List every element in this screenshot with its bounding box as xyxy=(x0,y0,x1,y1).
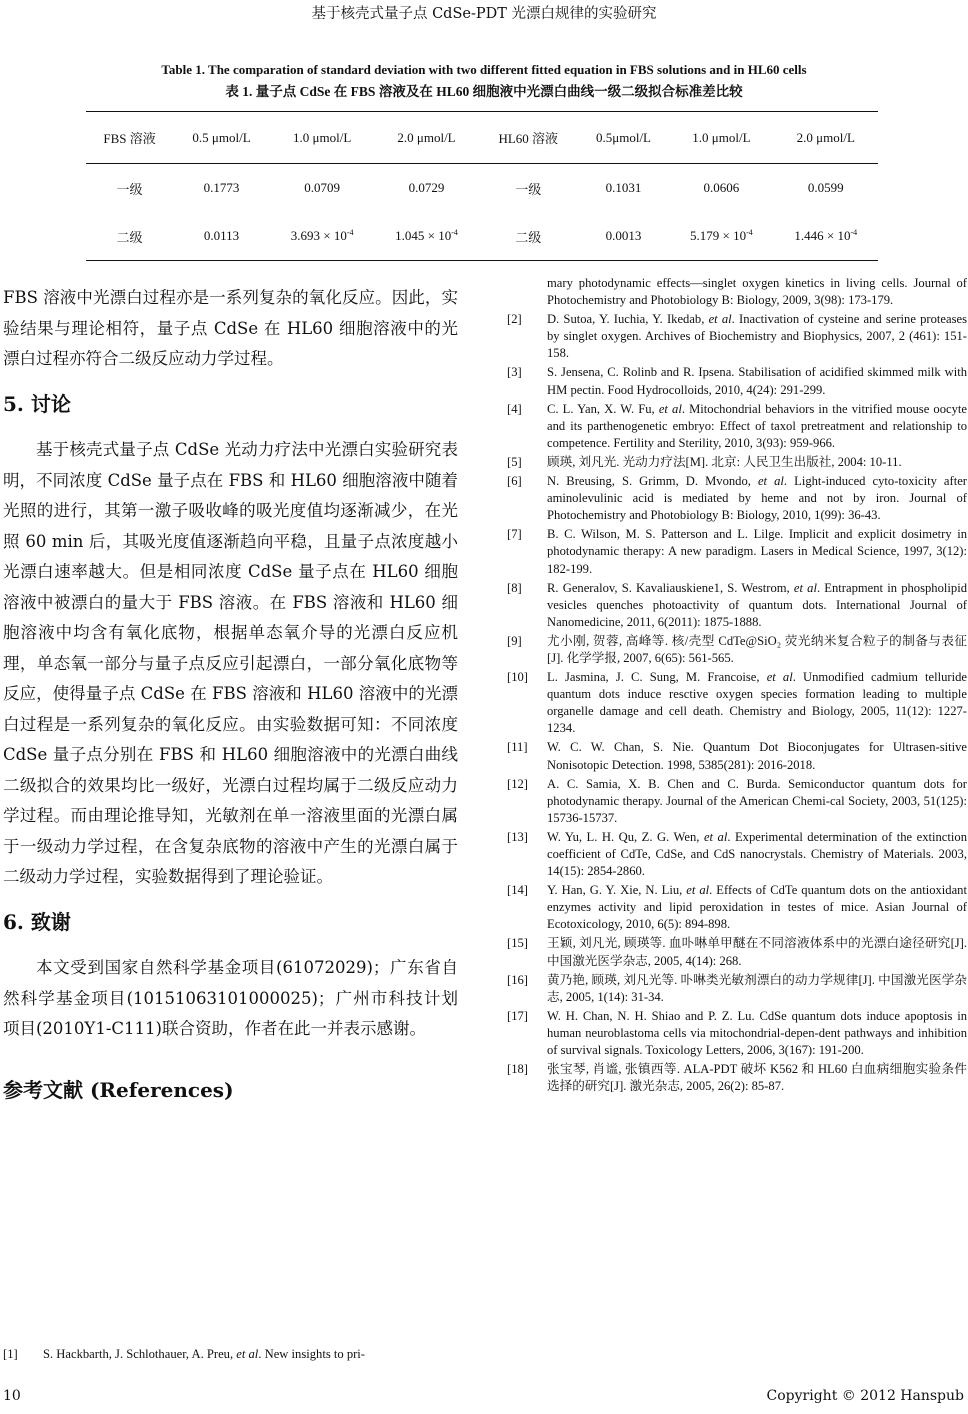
reference-rest: . Effects of CdTe quantum dots on the antioxidant enzymes activity and lipid peroxidation in testes of mice. Asian Journal of Ecotoxicology, 2010, 6(5): 894-898. xyxy=(547,883,967,932)
reference-text xyxy=(547,364,967,398)
reference-number: [9] xyxy=(507,633,522,648)
reference-number-spacer xyxy=(507,275,547,309)
discussion-paragraph: 基于核壳式量子点 CdSe 光动力疗法中光漂白实验研究表明，不同浓度 CdSe 量子点在 FBS 和 HL60 细胞溶液中随着光照的进行，其第一激子吸收峰的吸光度值均逐渐减少，在光照 60 min 后，其吸光度值逐渐趋向平稳，且量子点浓度越小光漂白速率越大。但是相同浓度 CdSe 量子点在 HL60 细胞溶液中被漂白的量大于 FBS 溶液。在 FBS 溶液和 HL60 细胞溶液中均含有氧化底物，根据单态氧介导的光漂白反应机理，单态氧一部分与量子点反应引起漂白，一部分氧化底物等反应，使得量子点 CdSe 在 FBS 溶液和 HL60 溶液中的光漂白过程是一系列复杂的氧化反应。由实验数据可知：不同浓度 CdSe 量子点分别在 FBS 和 HL60 细胞溶液中的光漂白曲线二级拟合的效果均比一级好，光漂白过程均属于二级反应动力学过程。而由理论推导知，光敏剂在单一溶液里面的光漂白属于一级动力学过程，在含复杂底物的溶液中产生的光漂白属于二级动力学过程，实验数据得到了理论验证。 xyxy=(3,440,458,886)
reference-number: [11] xyxy=(507,740,528,755)
reference-item xyxy=(507,1008,967,1059)
reference-text xyxy=(547,776,967,827)
reference-item xyxy=(507,739,967,773)
reference-text xyxy=(547,401,967,452)
running-header: 基于核壳式量子点 CdSe-PDT 光漂白规律的实验研究 xyxy=(311,6,657,22)
table-cell xyxy=(374,212,478,261)
table-row xyxy=(86,212,878,261)
results-table xyxy=(86,111,878,261)
reference-item xyxy=(507,776,967,827)
reference-authors: C. L. Yan, X. W. Fu, xyxy=(547,401,659,416)
reference-rest: . Experimental determination of the extinction coefficient of CdTe, CdSe, and CdS nanocrystals. Chemistry of Materials. 2003, 14(15): 2854-2860. xyxy=(547,829,967,879)
reference-item xyxy=(507,633,967,667)
reference-text xyxy=(547,1008,967,1059)
table-cell xyxy=(669,212,773,261)
reference-list xyxy=(507,311,967,1095)
mantissa: 1.045 × 10 xyxy=(395,228,452,243)
reference-authors: D. Sutoa, Y. Iuchia, Y. Ikedab, xyxy=(547,312,709,327)
reference-item xyxy=(507,364,967,398)
intro-paragraph: FBS 溶液中光漂白过程亦是一系列复杂的氧化反应。因此，实验结果与理论相符，量子点 CdSe 在 HL60 细胞溶液中的光漂白过程亦符合二级反应动力学过程。 xyxy=(3,288,458,368)
reference-item xyxy=(507,526,967,577)
reference-number: [14] xyxy=(507,883,528,898)
reference-text xyxy=(43,1347,365,1362)
reference-item xyxy=(507,580,967,631)
reference-etal: et al xyxy=(757,474,784,489)
reference-text xyxy=(547,526,967,577)
mantissa: 3.693 × 10 xyxy=(290,228,347,243)
reference-item xyxy=(3,1347,458,1362)
table-cell: 0.0606 xyxy=(703,180,740,195)
reference-number: [18] xyxy=(507,1062,528,1077)
reference-rest: . Mitochondrial behaviors in the vitrified mouse oocyte and its parthenogenetic embryo: Effect of taxol pretreatment and relationship to competence. Fertility and Sterility, 2010, 3(93): 959-966. xyxy=(547,401,967,450)
reference-rest: . Entrapment in phospholipid vesicles quenches photoactivity of quantum dots. International Journal of Nanomedicine, 2011, 6(2011): 1875-1888. xyxy=(547,580,967,629)
reference-rest: . Light-induced cyto-toxicity after aminolevulinic acid is mediated by heme and not by iron. Journal of Photochemistry and Photobiology B: Biology, 2010, 1(99): 36-43. xyxy=(547,474,968,523)
reference-authors: S. Jensena, C. Rolinb and R. Ipsena. Stabilisation of acidified skimmed milk with HM pectin. Food Hydrocolloids, 2010, 4(24): 291-299. xyxy=(547,365,967,397)
exponent: -4 xyxy=(746,228,753,237)
reference-number: [3] xyxy=(507,365,522,380)
reference-text xyxy=(547,669,967,737)
reference-item xyxy=(507,935,967,969)
reference-text xyxy=(547,972,967,1006)
reference-text xyxy=(547,454,967,471)
reference-etal: et al xyxy=(708,312,732,327)
reference-authors: W. H. Chan, N. H. Shiao and P. Z. Lu. CdSe quantum dots induce apoptosis in human neuroblastoma cells via mitochondrial-depen-dent pathways and inhibition of survival signals. Toxicology Letters, 2006, 3(167): 191-200. xyxy=(547,1008,967,1058)
reference-text xyxy=(547,580,967,631)
reference-item xyxy=(507,1061,967,1095)
table-cell: 0.0709 xyxy=(304,180,341,195)
reference-item xyxy=(507,669,967,737)
table-header-cell: HL60 溶液 xyxy=(498,131,559,146)
reference-number: [10] xyxy=(507,670,528,685)
acknowledgement-paragraph: 本文受到国家自然科学基金项目(61072029)；广东省自然科学基金项目(10151063101000025)；广州市科技计划项目(2010Y1-C111)联合资助，作者在此一并表示感谢。 xyxy=(3,958,458,1038)
table-header-row xyxy=(86,112,878,164)
table-caption-en: Table 1. The comparation of standard deviation with two different fitted equation in FBS solutions and in HL60 cells xyxy=(161,62,807,77)
table-cell: 二级 xyxy=(515,229,542,245)
reference-item xyxy=(507,275,967,309)
reference-text xyxy=(547,739,967,773)
reference-text: mary photodynamic effects—singlet oxygen kinetics in living cells. Journal of Photochemistry and Photobiology B: Biology, 2009, 3(98): 173-179. xyxy=(547,276,967,308)
right-column xyxy=(507,275,967,1097)
reference-item xyxy=(507,311,967,362)
reference-etal: et al xyxy=(703,829,728,844)
reference-item xyxy=(507,882,967,933)
reference-text xyxy=(547,311,967,362)
reference-etal: et al xyxy=(686,883,710,898)
reference-text xyxy=(547,1061,967,1095)
reference-text xyxy=(547,829,967,880)
table-cell: 二级 xyxy=(116,229,143,245)
exponent: -4 xyxy=(346,228,354,237)
reference-etal: et al xyxy=(236,1347,259,1361)
reference-number: [6] xyxy=(507,474,522,489)
table-header-cell: FBS 溶液 xyxy=(103,131,156,146)
reference-text xyxy=(547,882,967,933)
reference-etal: et al xyxy=(658,401,682,416)
reference-rest: . Unmodified cadmium telluride quantum dots induce resctive oxygen species formation leading to multiple organelle damage and cell death. Chemistry and Biology, 2005, 11(12): 1227-1234. xyxy=(547,670,967,736)
mantissa: 5.179 × 10 xyxy=(690,228,747,243)
section-heading-acknowledgement: 6. 致谢 xyxy=(3,909,71,934)
table-cell: 一级 xyxy=(515,181,542,197)
reference-number: [13] xyxy=(507,829,528,844)
table-cell: 0.0013 xyxy=(605,228,642,243)
reference-authors: 黄乃艳, 顾瑛, 刘凡光等. 卟啉类光敏剂漂白的动力学规律[J]. 中国激光医学杂志, 2005, 1(14): 31-34. xyxy=(547,972,967,1004)
reference-authors: W. Yu, L. H. Qu, Z. G. Wen, xyxy=(547,829,704,844)
reference-authors: A. C. Samia, X. B. Chen and C. Burda. Semiconductor quantum dots for photodynamic therapy. Journal of the American Chemi-cal Society, 2003, 51(125): 15736-15737. xyxy=(547,776,967,825)
mantissa: 1.446 × 10 xyxy=(794,228,851,243)
reference-number: [7] xyxy=(507,527,522,542)
reference-item xyxy=(507,829,967,880)
reference-authors: R. Generalov, S. Kavaliauskiene1, S. Westrom, xyxy=(547,580,794,595)
table-caption-zh: 表 1. 量子点 CdSe 在 FBS 溶液及在 HL60 细胞液中光漂白曲线一级二级拟合标准差比较 xyxy=(225,84,743,99)
table-cell: 0.1031 xyxy=(605,180,642,195)
reference-etal: et al xyxy=(766,670,793,685)
reference-authors: W. C. W. Chan, S. Nie. Quantum Dot Bioconjugates for Ultrasen-sitive Nonisotopic Detection. 1998, 5385(281): 2016-2018. xyxy=(547,740,967,772)
table-cell: 一级 xyxy=(116,181,143,197)
table-cell: 0.0113 xyxy=(203,228,240,243)
table-cell xyxy=(774,212,878,261)
table-header-cell: 2.0 μmol/L xyxy=(796,129,855,145)
table-row xyxy=(86,164,878,213)
table-cell: 0.0729 xyxy=(408,180,445,195)
reference-item xyxy=(507,454,967,471)
reference-number: [17] xyxy=(507,1008,528,1023)
reference-authors: N. Breusing, S. Grimm, D. Mvondo, xyxy=(547,474,758,489)
references-heading: 参考文献 (References) xyxy=(3,1077,234,1102)
table-cell: 0.1773 xyxy=(203,180,240,195)
table-header-cell: 2.0 μmol/L xyxy=(397,129,456,145)
table-header-cell: 0.5 μmol/L xyxy=(192,129,251,145)
reference-number: [8] xyxy=(507,580,522,595)
exponent: -4 xyxy=(451,228,458,237)
reference-authors: 张宝琴, 肖谧, 张镇西等. ALA-PDT 破坏 K562 和 HL60 白血病细胞实验条件选择的研究[J]. 激光杂志, 2005, 26(2): 85-87. xyxy=(547,1062,967,1094)
table-header-cell: 1.0 μmol/L xyxy=(692,129,751,145)
page-number: 10 xyxy=(3,1388,21,1404)
reference-number: [15] xyxy=(507,936,528,951)
reference-item xyxy=(507,473,967,524)
reference-rest: . Inactivation of cysteine and serine proteases by singlet oxygen. Archives of Biochemistry and Biophysics, 2007, 2 (461): 151-158. xyxy=(547,312,967,361)
table-header-cell: 0.5μmol/L xyxy=(596,129,651,145)
reference-text xyxy=(547,935,967,969)
reference-authors: 王颖, 刘凡光, 顾瑛等. 血卟啉单甲醚在不同溶液体系中的光漂白途径研究[J]. 中国激光医学杂志, 2005, 4(14): 268. xyxy=(547,936,967,968)
reference-number: [5] xyxy=(507,454,522,469)
copyright-notice: Copyright © 2012 Hanspub xyxy=(766,1388,964,1404)
reference-number: [16] xyxy=(507,972,528,987)
reference-number: [2] xyxy=(507,312,522,327)
reference-text xyxy=(547,473,967,524)
table-cell: 0.0599 xyxy=(807,180,844,195)
table-header-cell: 1.0 μmol/L xyxy=(293,129,352,145)
reference-authors: 顾瑛, 刘凡光. 光动力疗法[M]. 北京: 人民卫生出版社, 2004: 10-11. xyxy=(547,454,902,469)
reference-authors: L. Jasmina, J. C. Sung, M. Francoise, xyxy=(547,670,767,685)
reference-rest: . New insights to pri- xyxy=(258,1347,366,1361)
reference-item xyxy=(507,401,967,452)
exponent: -4 xyxy=(850,228,858,237)
reference-number: [1] xyxy=(3,1347,18,1361)
table-cell xyxy=(270,212,374,261)
reference-authors: Y. Han, G. Y. Xie, N. Liu, xyxy=(547,883,687,898)
reference-authors: S. Hackbarth, J. Schlothauer, A. Preu, xyxy=(43,1347,237,1361)
reference-number: [12] xyxy=(507,776,528,791)
reference-authors: B. C. Wilson, M. S. Patterson and L. Lilge. Implicit and explicit dosimetry in photodynamic therapy: A new paradigm. Lasers in Medical Science, 1997, 3(12): 182-199. xyxy=(547,527,967,576)
reference-number: [4] xyxy=(507,401,522,416)
reference-etal: et al xyxy=(793,580,817,595)
section-heading-discussion: 5. 讨论 xyxy=(3,391,71,416)
reference-authors: 尤小刚, 贺蓉, 高峰等. 核/壳型 CdTe@SiO₂ 荧光纳米复合粒子的制备与表征[J]. 化学学报, 2007, 6(65): 561-565. xyxy=(547,633,967,665)
reference-text xyxy=(547,633,967,667)
reference-item xyxy=(507,972,967,1006)
left-column xyxy=(3,283,458,1117)
